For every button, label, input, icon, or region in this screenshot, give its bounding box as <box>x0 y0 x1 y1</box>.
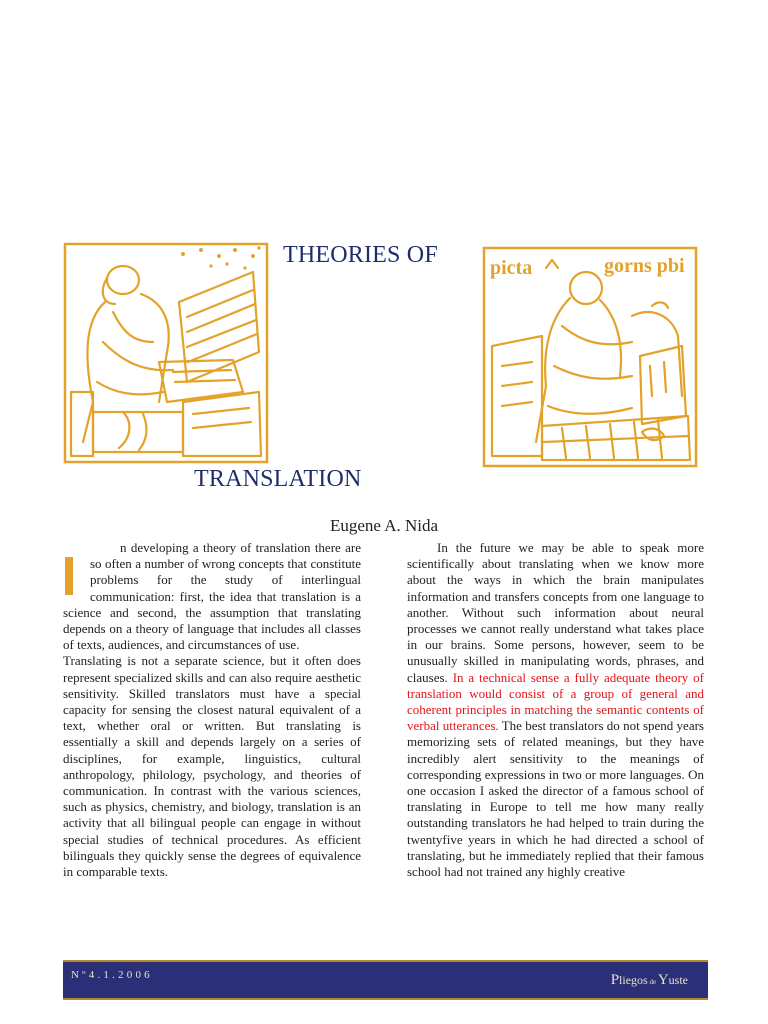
issue-number: Nº4.1.2006 <box>71 969 153 981</box>
right-paragraph-1 <box>407 540 704 880</box>
brand-de: de <box>647 978 658 986</box>
right-paragraph-start: In the future we may be able to speak more scientifically about translating when we know more about the ways in which the brain manipulates information and transfers concepts from one language to another. Without such information about neural processes we cannot really understand what takes place in our brains. Some persons, however, seem to be unusually skilled in manipulating words, phrases, and clauses. <box>407 540 704 685</box>
title-line-2: TRANSLATION <box>194 466 362 492</box>
woodcut-caption-right: gorns pbi <box>604 255 685 277</box>
highlighted-sentence: In a technical sense a fully adequate theory of translation would consist of a group of general and coherent principles in matching the semantic contents of verbal utterances. <box>407 669 704 734</box>
saint-woodcut-icon <box>482 246 698 468</box>
footer-bar <box>63 960 708 1000</box>
author-name: Eugene A. Nida <box>329 516 439 535</box>
woodcut-caption-left: picta <box>490 257 533 279</box>
scribe-woodcut-icon <box>63 242 269 464</box>
left-paragraph-1: n developing a theory of translation there are so often a number of wrong concepts that constitute problems for the study of interlingual communication: first, the idea that translation is a science and second, the assumption that translating depends on a theory of language that includes all classes of texts, audiences, and circumstances of use. <box>63 540 361 653</box>
brand-initial-p: P <box>610 972 620 988</box>
title-line-1: THEORIES OF <box>283 242 438 268</box>
right-column <box>407 540 704 880</box>
drop-cap <box>65 557 73 595</box>
brand-end: uste <box>668 973 688 987</box>
right-paragraph-end: The best translators do not spend years memorizing sets of related meanings, but they have incredibly alert sensitivity to the meanings of corresponding expressions in two or more languages. On one occasion I asked the director of a famous school of translating in Europe to tell me how many really outstanding translators he had helped to train during the twentyfive years in which he had directed a school of translating, but he immediately replied that their famous school had not trained any highly creative <box>407 718 704 880</box>
publication-brand <box>611 972 688 989</box>
brand-initial-y: Y <box>657 972 669 988</box>
left-paragraph-2: Translating is not a separate science, but it often does represent specialized skills and can also require aesthetic sensitivity. Skilled translators must have a special capacity for sensing the closest natural equivalent of a text, whether oral or written. But translating is essentially a skill and depends largely on a series of disciplines, for example, linguistics, cultural anthropology, philology, psychology, and theories of communication. In contrast with the various sciences, such as physics, chemistry, and biology, translation is an activity that all bilingual people can engage in without special studies of technical procedures. As efficient bilinguals they quickly sense the degrees of equivalence in comparable texts. <box>63 653 361 880</box>
left-column <box>63 540 361 880</box>
brand-rest: liegos <box>619 973 648 987</box>
